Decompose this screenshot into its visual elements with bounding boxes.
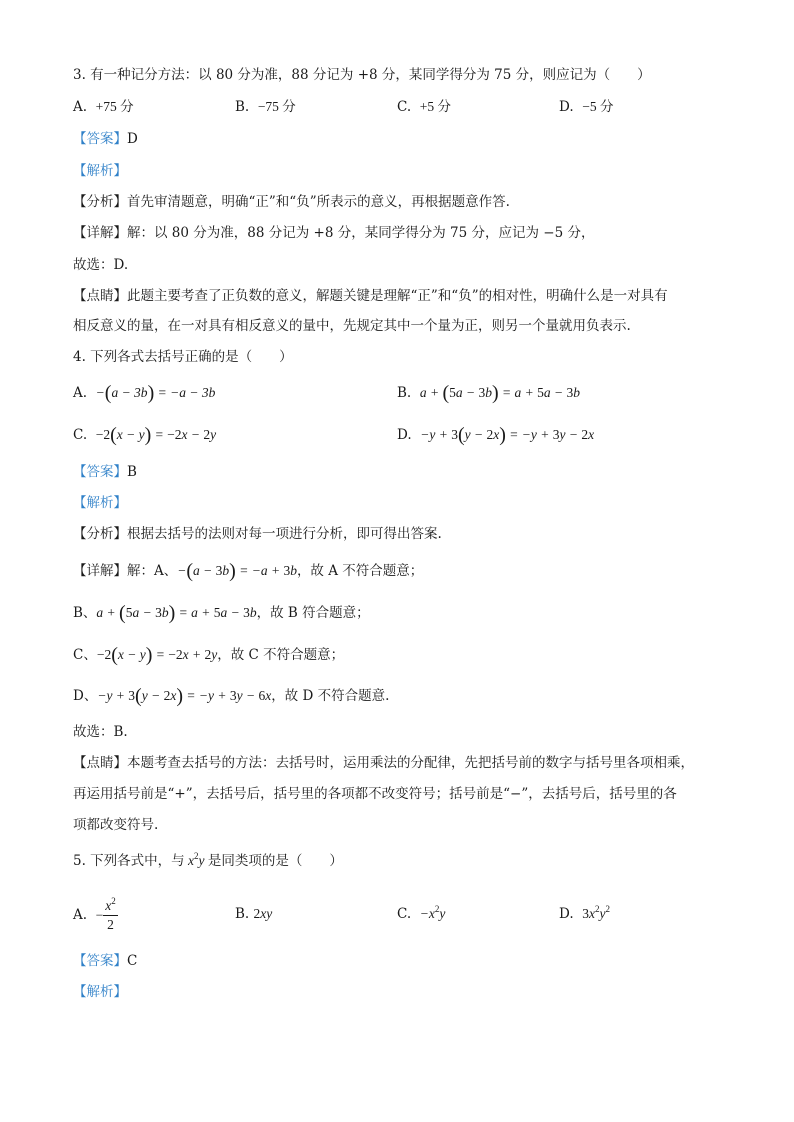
q4-dianjing-line3: 项都改变符号. bbox=[73, 817, 159, 833]
q4-option-c-expression: −2(x − y) = −2x − 2y bbox=[95, 424, 217, 446]
q4-option-d[interactable]: D. −y + 3(y − 2x) = −y + 3y − 2x bbox=[397, 424, 595, 446]
q3-option-d[interactable]: D. −5 分 bbox=[559, 99, 614, 115]
q4-analysis-label: 【解析】 bbox=[73, 495, 127, 511]
q3-option-a[interactable]: A. +75 分 bbox=[73, 99, 134, 115]
q4-answer: 【答案】B bbox=[73, 464, 137, 480]
q3-analysis-label: 【解析】 bbox=[73, 163, 127, 179]
q5-analysis-label: 【解析】 bbox=[73, 984, 127, 1000]
q5-option-c-expression: $-x^2y$ bbox=[419, 904, 446, 921]
q3-answer: 【答案】D bbox=[73, 131, 138, 147]
q4-detail-d-expression: −y + 3(y − 2x) = −y + 3y − 6x bbox=[97, 685, 272, 707]
q4-detail-a-expression: −(a − 3b) = −a + 3b bbox=[177, 560, 297, 582]
q4-option-a[interactable]: A. −(a − 3b) = −a − 3b bbox=[73, 382, 216, 404]
q3-choice: 故选：D. bbox=[73, 257, 129, 273]
q4-xiangjie-d: D、−y + 3(y − 2x) = −y + 3y − 6x，故 D 不符合题意. bbox=[73, 685, 390, 707]
q4-xiangjie-c: C、−2(x − y) = −2x + 2y，故 C 不符合题意； bbox=[73, 644, 345, 666]
q4-xiangjie-b: B、a + (5a − 3b) = a + 5a − 3b，故 B 符合题意； bbox=[73, 602, 370, 624]
q4-xiangjie-a: 【详解】解：A、−(a − 3b) = −a + 3b，故 A 不符合题意； bbox=[73, 560, 424, 582]
q5-option-d[interactable]: D. $3x^2y^2$ bbox=[559, 904, 610, 922]
q4-choice: 故选：B. bbox=[73, 724, 128, 740]
q5-option-a-fraction: $\frac{x^2}{2}$ bbox=[105, 896, 116, 932]
q5-stem-expression: $x^2y$ bbox=[184, 851, 208, 868]
q4-option-b[interactable]: B. a + (5a − 3b) = a + 5a − 3b bbox=[397, 382, 581, 404]
q5-option-a-expression: − bbox=[95, 907, 104, 923]
q5-option-b-expression: 2xy bbox=[253, 906, 273, 921]
q3-dianjing-line1: 【点睛】此题主要考查了正负数的意义，解题关键是理解“正”和“负”的相对性，明确什么是一对具有 bbox=[73, 288, 668, 304]
q3-stem: 3. 有一种记分方法：以 80 分为准，88 分记为 +8 分，某同学得分为 75 分，则应记为（ ） bbox=[73, 67, 651, 83]
q4-option-a-expression: −(a − 3b) = −a − 3b bbox=[95, 382, 216, 404]
q4-detail-b-expression: a + (5a − 3b) = a + 5a − 3b bbox=[96, 602, 257, 624]
q3-option-b[interactable]: B. −75 分 bbox=[235, 99, 296, 115]
q4-option-d-expression: −y + 3(y − 2x) = −y + 3y − 2x bbox=[420, 424, 595, 446]
q3-dianjing-line2: 相反意义的量，在一对具有相反意义的量中，先规定其中一个量为正，则另一个量就用负表示. bbox=[73, 318, 631, 334]
q3-option-c[interactable]: C. +5 分 bbox=[397, 99, 451, 115]
q5-stem: 5. 下列各式中，与 $x^2y$ 是同类项的是（ ） bbox=[73, 851, 343, 869]
q5-option-b[interactable]: B. 2xy bbox=[235, 906, 273, 922]
q5-option-a[interactable]: A. − $\frac{x^2}{2}$ bbox=[73, 896, 116, 932]
q4-stem: 4. 下列各式去括号正确的是（ ） bbox=[73, 349, 293, 365]
q4-dianjing-line1: 【点睛】本题考查去括号的方法：去括号时，运用乘法的分配律，先把括号前的数字与括号里各项相乘， bbox=[73, 755, 694, 771]
q5-answer: 【答案】C bbox=[73, 953, 138, 969]
q4-detail-c-expression: −2(x − y) = −2x + 2y bbox=[96, 644, 218, 666]
q3-xiangjie: 【详解】解：以 80 分为准，88 分记为 +8 分，某同学得分为 75 分，应记为 −5 分， bbox=[73, 225, 595, 241]
q4-option-c[interactable]: C. −2(x − y) = −2x − 2y bbox=[73, 424, 217, 446]
q4-fenxi: 【分析】根据去括号的法则对每一项进行分析，即可得出答案. bbox=[73, 526, 442, 542]
q5-option-c[interactable]: C. $-x^2y$ bbox=[397, 904, 446, 922]
q5-option-d-expression: $3x^2y^2$ bbox=[582, 904, 610, 921]
q4-dianjing-line2: 再运用括号前是“+”，去括号后，括号里的各项都不改变符号；括号前是“−”，去括号后，括号里的各 bbox=[73, 786, 677, 802]
q3-fenxi: 【分析】首先审清题意，明确“正”和“负”所表示的意义，再根据题意作答. bbox=[73, 194, 510, 210]
q4-option-b-expression: a + (5a − 3b) = a + 5a − 3b bbox=[419, 382, 581, 404]
